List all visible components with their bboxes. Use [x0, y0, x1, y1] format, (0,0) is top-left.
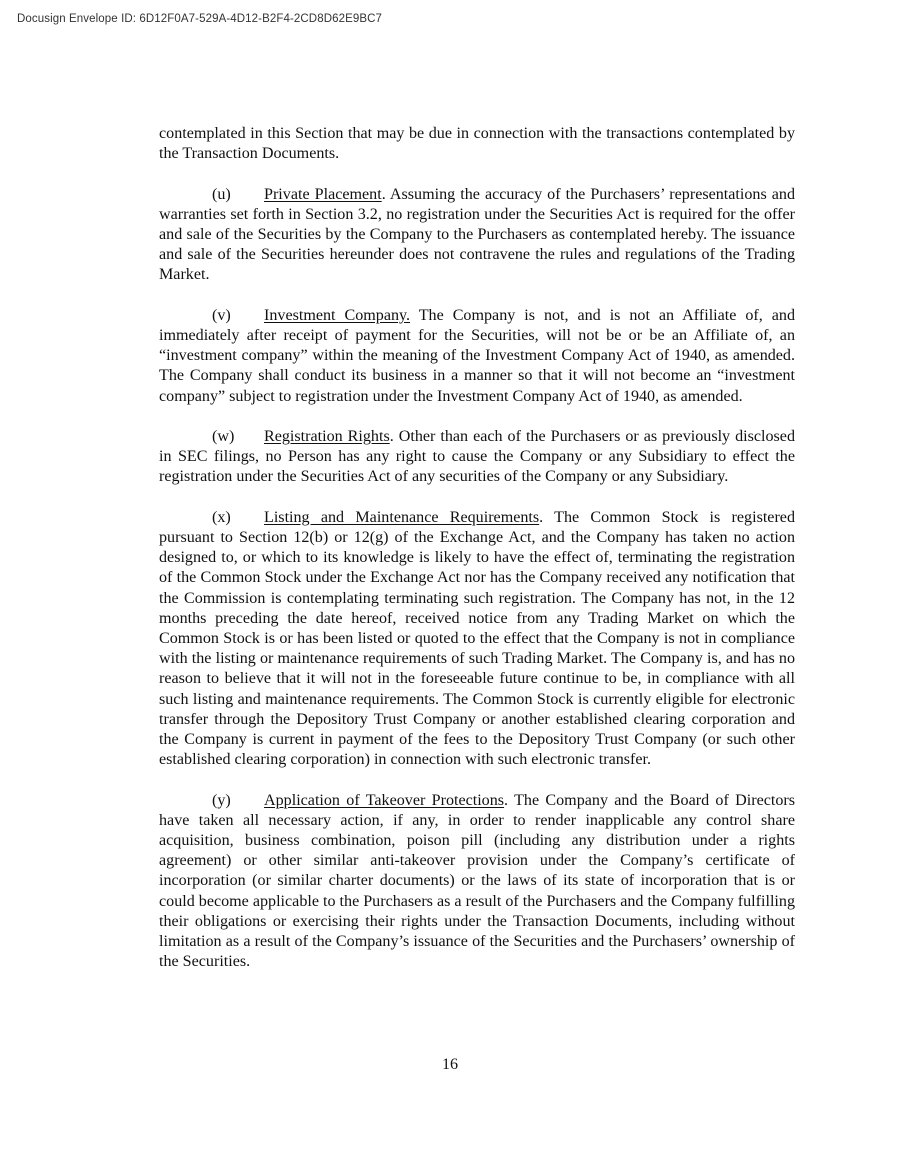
section-v — [159, 306, 795, 407]
section-label: (y) — [212, 791, 231, 809]
document-body — [159, 124, 795, 993]
section-heading: Private Placement — [264, 185, 382, 203]
section-heading-punct: . — [389, 428, 394, 445]
section-heading-punct: . — [504, 791, 509, 809]
section-heading: Application of Takeover Protections — [264, 791, 505, 809]
section-label: (v) — [212, 306, 231, 324]
section-text: Assuming the accuracy of the Purchasers’ representations and warranties set forth in Section 3.2, no registration under the Securities Act is required for the offer and sale of the Securities by the Company to the Purchasers as contemplated hereby. The issuance and sale of the Securities hereunder does not contravene the rules and regulations of the Trading Market. — [159, 185, 796, 284]
page-number: 16 — [441, 1056, 459, 1073]
section-y — [159, 791, 795, 973]
section-label: (x) — [212, 508, 231, 526]
section-heading-punct: . — [381, 185, 386, 203]
section-text: The Common Stock is registered pursuant to Section 12(b) or 12(g) of the Exchange Act, and the Company has taken no action designed to, or which to its knowledge is likely to have the effect of, terminating the registration of the Common Stock under the Exchange Act nor has the Company received any notification that the Commission is contemplating terminating such registration. The Company has not, in the 12 months preceding the date hereof, received notice from any Trading Market on which the Common Stock is or has been listed or quoted to the effect that the Company is not in compliance with the listing or maintenance requirements of such Trading Market. The Company is, and has no reason to believe that it will not in the foreseeable future continue to be, in compliance with all such listing and maintenance requirements. The Common Stock is currently eligible for electronic transfer through the Depository Trust Company or another established clearing corporation and the Company is current in payment of the fees to the Depository Trust Company (or such other established clearing corporation) in connection with such electronic transfer. — [159, 508, 795, 769]
section-u — [159, 185, 795, 286]
section-text: Other than each of the Purchasers or as previously disclosed in SEC filings, no Person has any right to cause the Company or any Subsidiary to effect the registration under the Securities Act of any securities of the Company or any Subsidiary. — [159, 428, 795, 486]
section-heading: Listing and Maintenance Requirements — [264, 508, 540, 526]
section-heading-punct: . — [539, 508, 544, 526]
section-heading: Registration Rights — [264, 428, 390, 445]
section-label: (w) — [212, 428, 235, 445]
section-heading: Investment Company. — [264, 306, 411, 324]
section-x — [159, 508, 795, 771]
section-w — [159, 427, 795, 488]
section-text: The Company is not, and is not an Affiliate of, and immediately after receipt of payment for the Securities, will not be or be an Affiliate of, an “investment company” within the meaning of the Investment Company Act of 1940, as amended. The Company shall conduct its business in a manner so that it will not become an “investment company” subject to registration under the Investment Company Act of 1940, as amended. — [159, 306, 795, 405]
section-label: (u) — [212, 185, 231, 203]
section-text: The Company and the Board of Directors have taken all necessary action, if any, in order to render inapplicable any control share acquisition, business combination, poison pill (including any distribution under a rights agreement) or other similar anti-takeover provision under the Company’s certificate of incorporation (or similar charter documents) or the laws of its state of incorporation that is or could become applicable to the Purchasers as a result of the Purchasers and the Company fulfilling their obligations or exercising their rights under the Transaction Documents, including without limitation as a result of the Company’s issuance of the Securities and the Purchasers’ ownership of the Securities. — [159, 791, 795, 971]
envelope-id: Docusign Envelope ID: 6D12F0A7-529A-4D12-B2F4-2CD8D62E9BC7 — [17, 13, 383, 25]
continued-paragraph: contemplated in this Section that may be due in connection with the transactions contemplated by the Transaction Documents. — [159, 125, 795, 163]
